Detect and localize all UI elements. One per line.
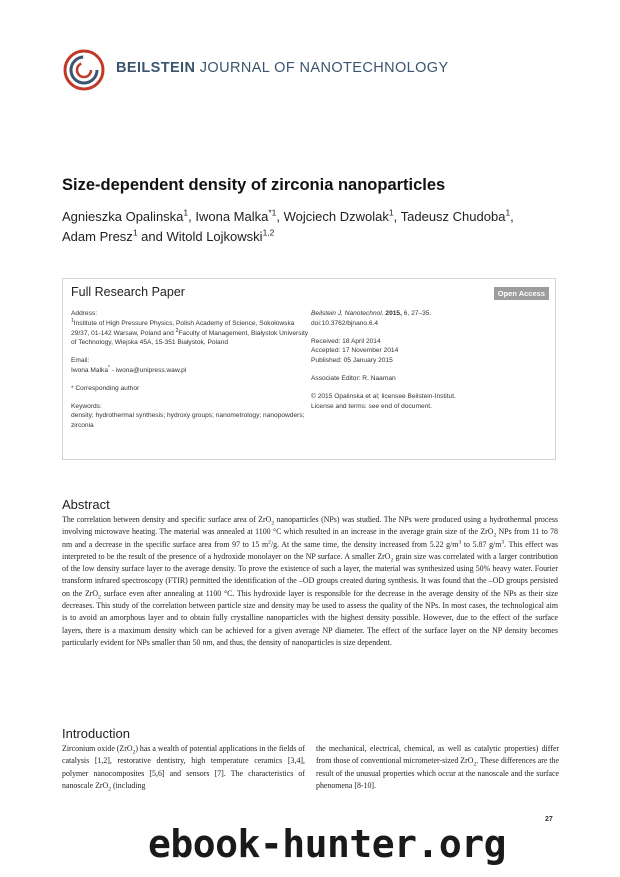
copyright-block	[311, 392, 551, 412]
superscript: 3	[501, 538, 505, 545]
email-name: Iwona Malka	[71, 366, 109, 374]
author-name[interactable]: Wojciech Dzwolak	[283, 209, 389, 224]
intro-text-run: Zirconium oxide (ZrO	[62, 744, 133, 753]
introduction-right-column	[316, 743, 559, 792]
intro-text-run: the mechanical, electrical, chemical, as well as catalytic properties) differ from those of conventional micrometer-sized ZrO	[316, 744, 559, 766]
journal-header	[62, 48, 562, 92]
affiliation-number: 1	[71, 317, 74, 324]
corresponding-mark: *	[108, 364, 110, 371]
author-separator: ,	[276, 209, 284, 224]
email-block	[71, 356, 311, 376]
corresponding-note: * Corresponding author	[71, 384, 140, 392]
author-name[interactable]: Witold Lojkowski	[166, 229, 263, 244]
introduction-heading: Introduction	[62, 726, 130, 741]
abstract-text-run: grain size was correlated with a larger contribution of the low density surface layer to the average density. To prove the existence of such a layer, the material was synthesized using 50% heavy water. Fourier transform infrared spectroscopy (FTIR) permitted the identification of the –OD groups created during synthesis. It was found that the –OD groups persisted on the ZrO	[62, 551, 558, 598]
superscript: 2	[268, 538, 271, 545]
citation-rest: 6, 27–35.	[401, 310, 432, 317]
author-name[interactable]: Agnieszka Opalinska	[62, 209, 184, 224]
doi-link[interactable]: doi:10.3762/bjnano.6.4	[311, 319, 379, 327]
citation-journal: Beilstein J. Nanotechnol.	[311, 310, 384, 317]
watermark-text: ebook-hunter.org	[148, 822, 507, 866]
abstract-text-run: to 5.87 g/m	[461, 539, 502, 549]
address-block	[71, 309, 311, 348]
subscript: 2	[132, 749, 136, 756]
subscript: 2	[390, 557, 394, 564]
info-right-column	[311, 309, 551, 419]
author-separator: ,	[393, 209, 401, 224]
author-affiliation: 1	[132, 227, 138, 238]
introduction-left-column	[62, 743, 305, 792]
affiliation-number: 2	[175, 327, 179, 334]
journal-name-bold: BEILSTEIN	[116, 60, 196, 76]
page-number: 27	[545, 816, 553, 823]
accepted-date: Accepted: 17 November 2014	[311, 347, 399, 355]
article-info-box	[62, 278, 556, 460]
abstract-body	[62, 514, 558, 649]
copyright-text: © 2015 Opalinska et al; licensee Beilstein-Institut.	[311, 392, 456, 400]
published-date: Published: 05 January 2015	[311, 357, 393, 365]
subscript: 2	[493, 532, 497, 539]
author-affiliation: *1	[268, 207, 277, 218]
intro-text-run: . These differences are the result of the unusual properties which occur at the nanoscale and the surface phenomena [8-10].	[316, 756, 559, 790]
author-separator: ,	[510, 209, 514, 224]
abstract-text-run: NPs from 11 to 78 nm and a decrease in the specific surface area from 97 to 15 m	[62, 527, 558, 549]
abstract-heading: Abstract	[62, 497, 110, 512]
author-separator: and	[137, 229, 167, 244]
abstract-text-run: . This effect was interpreted to be the result of the presence of a hydroxide monolayer on the NP surface. A smaller ZrO	[62, 539, 559, 561]
keywords-text: density; hydrothermal synthesis; hydroxy groups; nanometrology; nanopowders; zirconia	[71, 412, 305, 430]
dates-block	[311, 337, 551, 366]
email-link[interactable]: - iwona@unipress.waw.pl	[109, 366, 187, 374]
keywords-label: Keywords:	[71, 402, 102, 410]
abstract-text-run: surface even after annealing at 1100 °C. This hydroxide layer is responsible for the decrease in the average density of the NPs as their size decreases. This study of the correlation between particle size and density may be used to assess the quality of the NPs. In most cases, the technological aim is to avoid an amorphous layer and to obtain fully crystalline nanoparticles with the highest density possible. However, due to the effect of the surface layers, there is a maximum density which can be achieved for a given average NP diameter. The effect of the surface layer on the NP density becomes particularly evident for NPs smaller than 50 nm, and thus, the density of nanoparticles is size dependent.	[62, 588, 559, 647]
affiliation-text: Institute of High Pressure Physics, Polish Academy of Science, Sokołowska 29/37, 01-142 Warsaw, Poland and	[71, 319, 295, 337]
superscript: 3	[458, 538, 462, 545]
subscript: 2	[473, 761, 477, 768]
intro-text-run: (including	[110, 780, 146, 790]
journal-name	[116, 60, 449, 76]
intro-text-run: ) has a wealth of potential applications in the fields of catalysis [1,2], restorative dentistry, high temperature ceramics [3,4], polymer nanocomposites [5,6] and sensors [7]. The characteristics of nanoscale ZrO	[62, 744, 305, 790]
affiliation-text: Faculty of Management, Białystok University of Technology, Wiejska 45A, 15-351 Białystok, Poland	[71, 329, 309, 347]
editor-line: Associate Editor: R. Naaman	[311, 374, 396, 382]
paper-type: Full Research Paper	[71, 285, 185, 299]
author-separator: ,	[188, 209, 196, 224]
author-affiliation: 1	[183, 207, 189, 218]
citation-block	[311, 309, 551, 329]
keywords-block	[71, 402, 311, 431]
received-date: Received: 18 April 2014	[311, 337, 381, 345]
author-name[interactable]: Iwona Malka	[195, 209, 269, 224]
abstract-text-run: /g. At the same time, the density increased from 5.22 g/m	[270, 539, 459, 549]
author-list	[62, 207, 532, 247]
paper-title: Size-dependent density of zirconia nanoparticles	[62, 176, 446, 194]
info-left-column	[71, 309, 311, 439]
citation-year: 2015,	[383, 310, 402, 317]
open-access-badge: Open Access	[494, 287, 549, 300]
author-affiliation: 1,2	[262, 227, 275, 238]
address-label: Address:	[71, 310, 98, 317]
author-affiliation: 1	[388, 207, 394, 218]
abstract-text-run: nanoparticles (NPs) was studied. The NPs were produced using a hydrothermal process involving microwave heating. The material was annealed at 1100 °C which resulted in an increase in the average grain size of the ZrO	[62, 515, 558, 537]
abstract-text-run: The correlation between density and specific surface area of ZrO	[62, 515, 272, 524]
email-label: Email:	[71, 357, 90, 365]
license-text: License and terms: see end of document.	[311, 402, 432, 410]
subscript: 2	[271, 520, 275, 527]
author-affiliation: 1	[505, 207, 511, 218]
subscript: 2	[98, 594, 101, 601]
author-name[interactable]: Adam Presz	[62, 229, 133, 244]
journal-logo-icon	[62, 48, 106, 92]
author-name[interactable]: Tadeusz Chudoba	[400, 209, 506, 224]
journal-name-rest: JOURNAL OF NANOTECHNOLOGY	[199, 60, 449, 76]
subscript: 2	[108, 786, 111, 793]
